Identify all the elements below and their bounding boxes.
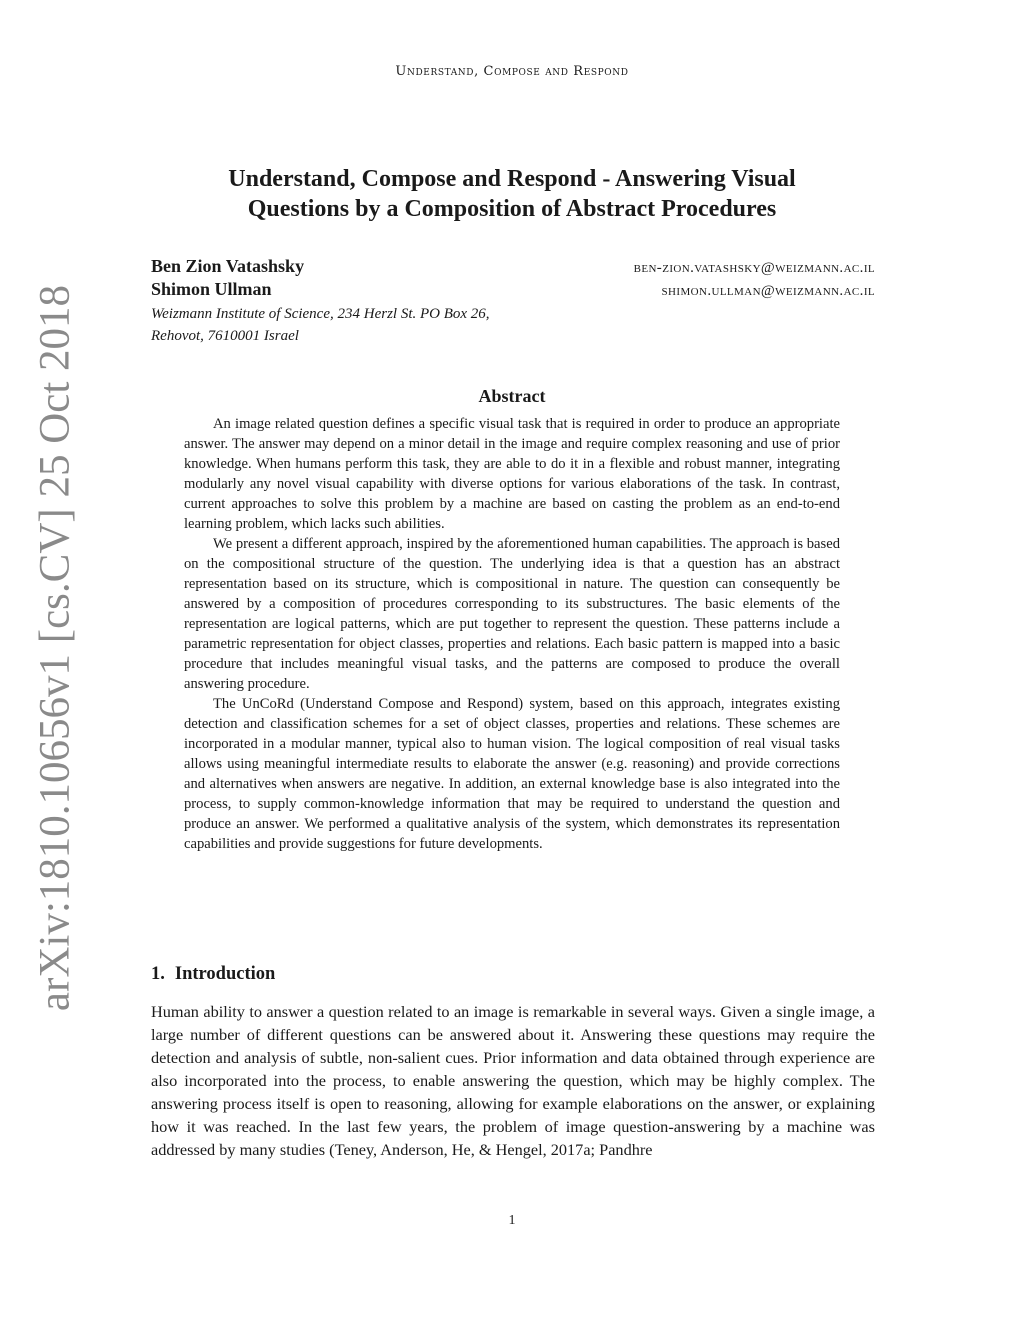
section-title: Introduction	[174, 964, 276, 984]
page-number: 1	[508, 1213, 516, 1228]
author-block	[151, 256, 875, 347]
affiliation-line: Rehovot, 7610001 Israel	[151, 328, 299, 344]
paper-title-line: Questions by a Composition of Abstract Procedures	[247, 196, 777, 222]
abstract-paragraph: We present a different approach, inspired by the aforementioned human capabilities. The approach is based on the compositional structure of the question. The underlying idea is that a question has an abstract representation based on its structure, which is compositional in nature. The question can consequently be answered by a composition of procedures corresponding to its substructures. The basic elements of the representation are logical patterns, which are put together to represent the question. These patterns include a parametric representation for object classes, properties and relations. Each basic pattern is mapped into a basic procedure that includes meaningful visual tasks, and the patterns are composed to produce the overall answering procedure.	[184, 536, 840, 692]
intro-paragraph: Human ability to answer a question related to an image is remarkable in several ways. Given a single image, a large number of different questions can be answered about it. Answering these questions may require the detection and analysis of subtle, non-salient cues. Prior information and data obtained through experience are also incorporated into the process, to enable answering the question, which may be highly complex. The answering process itself is open to reasoning, allowing for example elaborations on the answer, or explaining how it was reached. In the last few years, the problem of image question-answering by a machine was addressed by many studies (Teney, Anderson, He, & Hengel, 2017a; Pandhre	[151, 1002, 875, 1159]
section-number: 1.	[151, 964, 165, 984]
author-email: shimon.ullman@weizmann.ac.il	[661, 283, 875, 299]
section-heading	[151, 964, 275, 985]
author-name: Ben Zion Vatashsky	[151, 256, 305, 276]
author-row	[151, 279, 875, 302]
paper-title-line: Understand, Compose and Respond - Answering Visual	[228, 166, 796, 192]
abstract-body	[184, 414, 840, 854]
abstract-paragraph: The UnCoRd (Understand Compose and Respond) system, based on this approach, integrates existing detection and classification schemes for a set of object classes, properties and relations. These schemes are incorporated in a modular manner, typical also to human vision. The logical composition of real visual tasks allows using meaningful intermediate results to elaborate the answer (e.g. reasoning) and provide corrections and alternatives when answers are negative. In addition, an external knowledge base is also integrated into the process, to supply common-knowledge information that may be required to understand the question and produce an answer. We performed a qualitative analysis of the system, which demonstrates its representation capabilities and provide suggestions for future developments.	[184, 696, 840, 852]
affiliation-line: Weizmann Institute of Science, 234 Herzl St. PO Box 26,	[151, 306, 490, 322]
author-name: Shimon Ullman	[151, 279, 272, 299]
arxiv-identifier: arXiv:1810.10656v1 [cs.CV] 25 Oct 2018	[31, 284, 79, 1012]
author-email: ben-zion.vatashsky@weizmann.ac.il	[633, 260, 875, 276]
running-header: Understand, Compose and Respond	[395, 64, 629, 79]
abstract-paragraph: An image related question defines a specific visual task that is required in order to produce an appropriate answer. The answer may depend on a minor detail in the image and require complex reasoning and use of prior knowledge. When humans perform this task, they are able to do it in a flexible and robust manner, integrating modularly any novel visual capability with diverse options for various elaborations of the task. In contrast, current approaches to solve this problem by a machine are based on casting the problem as an end-to-end learning problem, which lacks such abilities.	[184, 416, 840, 532]
affiliation	[151, 303, 875, 347]
introduction-body	[151, 1000, 875, 1161]
author-row	[151, 256, 875, 279]
paper-title	[140, 164, 884, 224]
abstract-heading: Abstract	[478, 386, 546, 406]
